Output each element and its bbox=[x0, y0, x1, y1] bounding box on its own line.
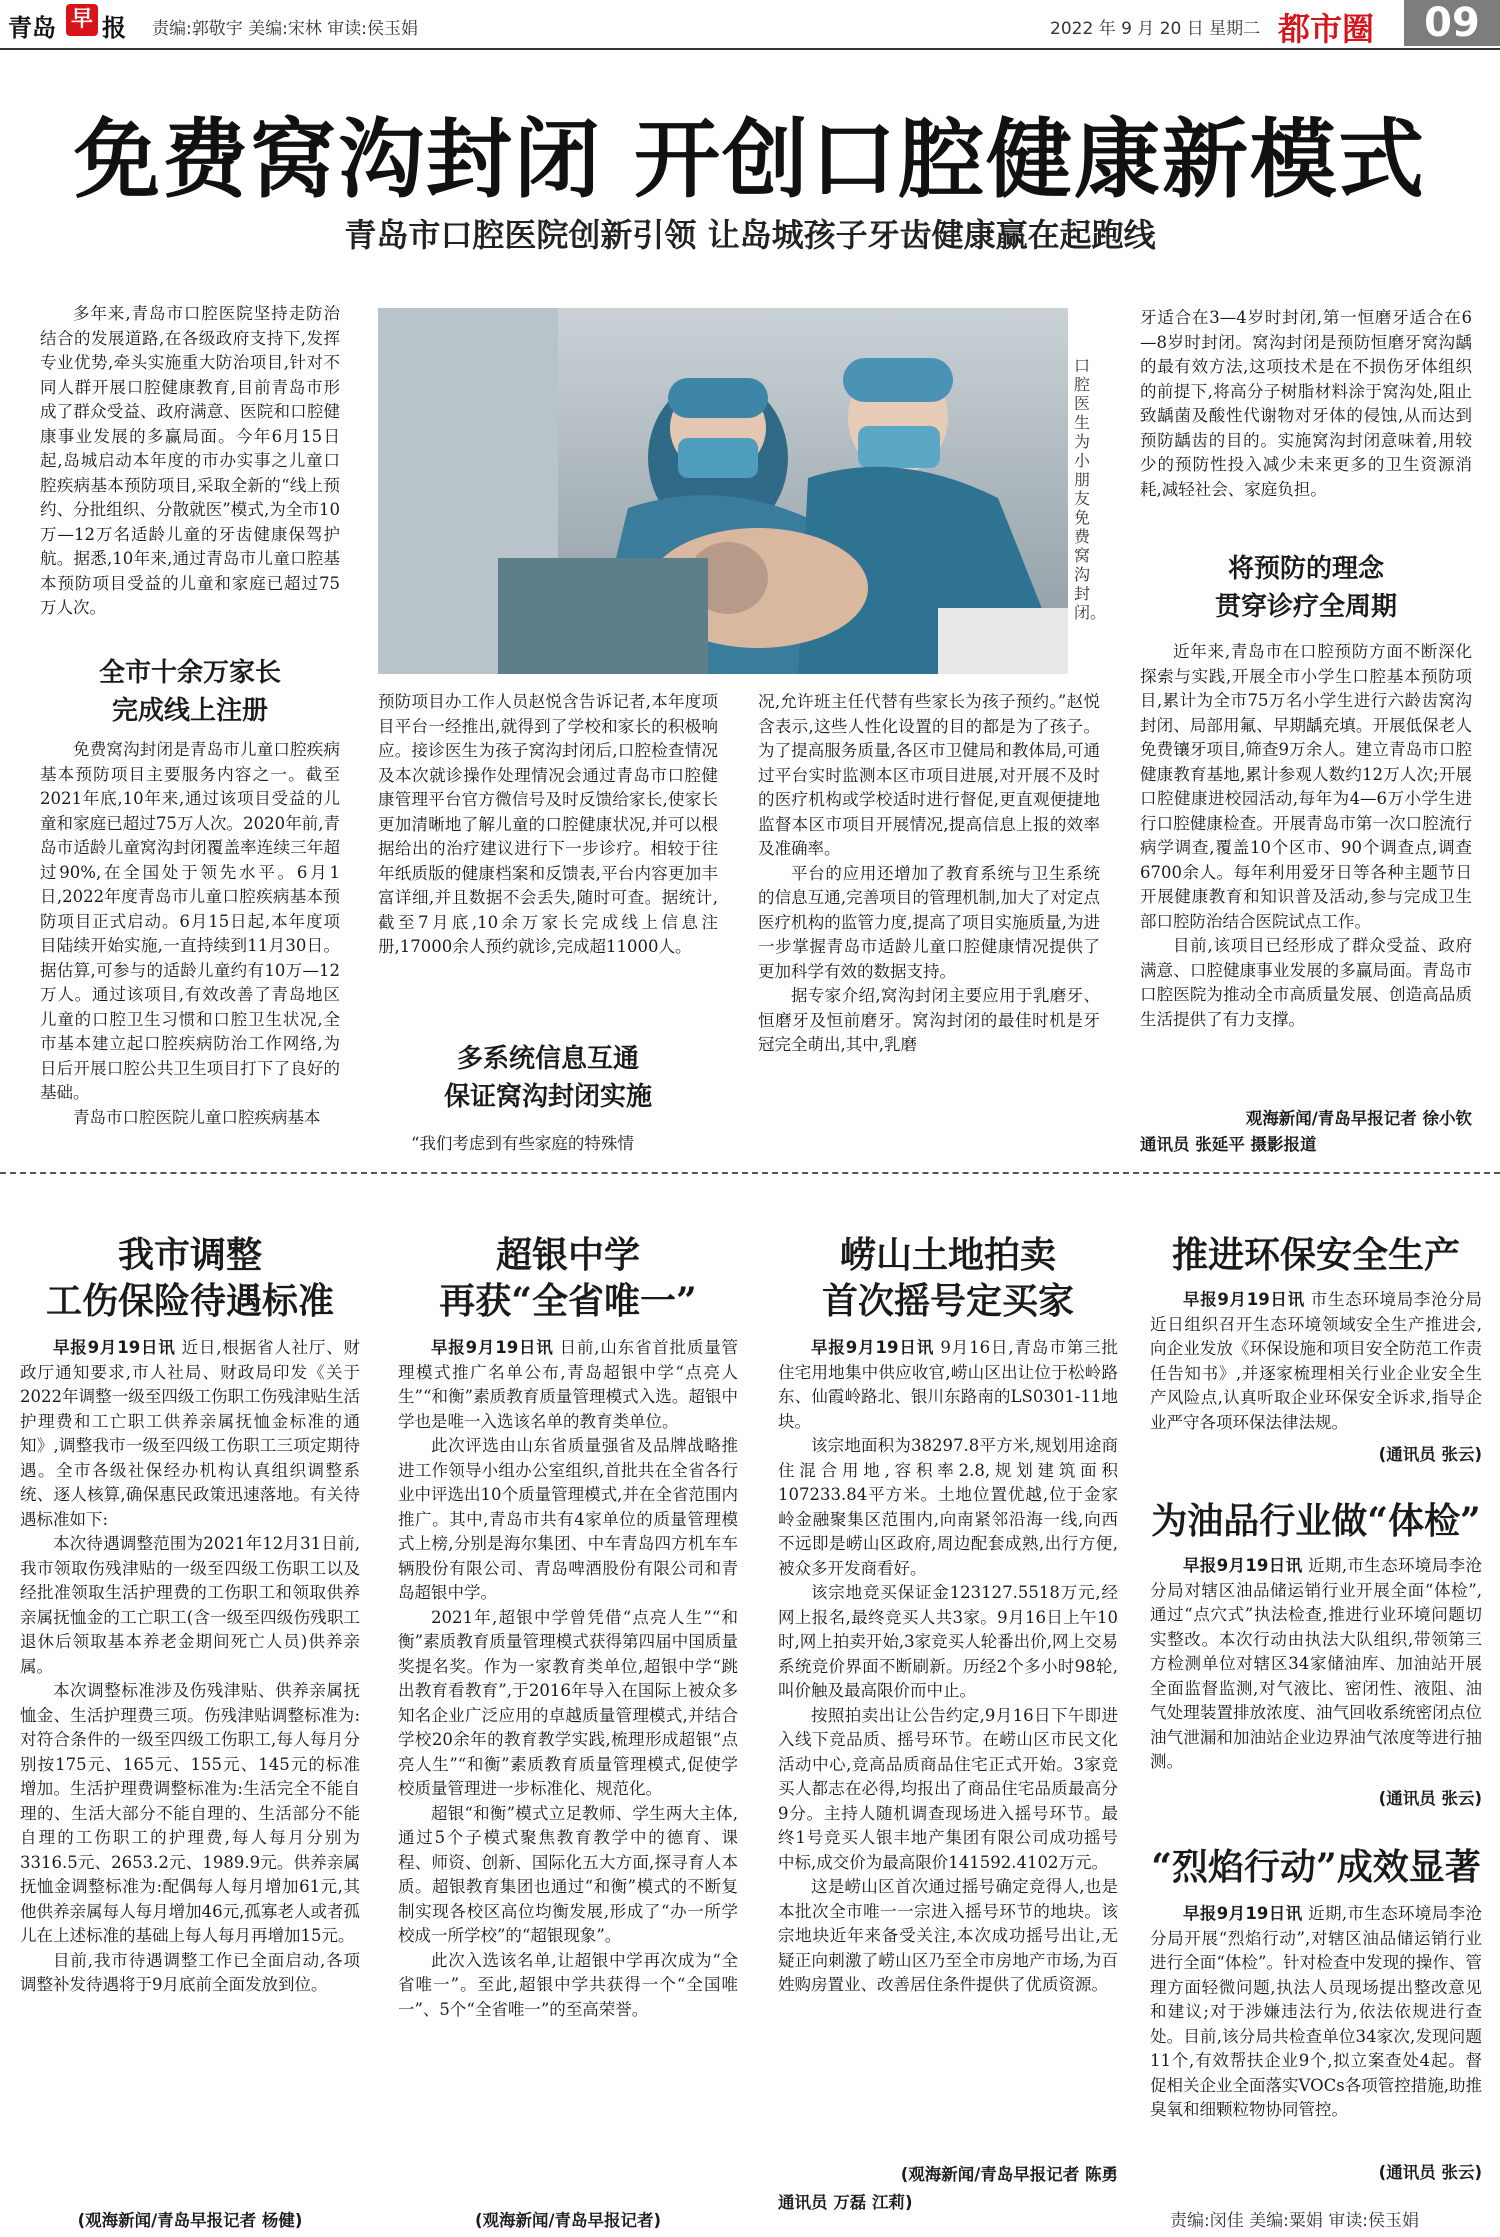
article-column-2-tail: “我们考虑到有些家庭的特殊情 bbox=[411, 1134, 634, 1153]
byline-laoshan-land: (观海新闻/青岛早报记者 陈勇 bbox=[900, 2165, 1118, 2184]
news-photo bbox=[378, 308, 1068, 674]
masthead-logo-part1: 青岛 bbox=[8, 14, 56, 42]
lead-paragraph: 多年来,青岛市口腔医院坚持走防治结合的发展道路,在各级政府支持下,发挥专业优势,牵头实施重大防治项目,针对不同人群开展口腔健康教育,目前青岛市形成了群众受益、政府满意、医院和口腔健康事业发展的多赢局面。今年6月15日起,岛城启动本年度的市办实事之儿童口腔疾病基本预防项目,采取全新的“线上预约、分批组织、分散就医”模式,为全市10万—12万名适龄儿童的牙齿健康保驾护航。据悉,10年来,通过青岛市儿童口腔基本预防项目受益的儿童和家庭已超过75万人次。 bbox=[40, 304, 340, 617]
article-body-flame-action: 早报9月19日讯 近期,市生态环境局李沧分局开展“烈焰行动”,对辖区油品储运销行业进行全面“体检”。针对检查中发现的操作、管理方面轻微问题,执法人员现场提出整改意见和建议;对于涉嫌违法行为,依法依规进行查处。目前,该分局共检查单位34家次,发现问题11个,有效帮扶企业9个,拟立案查处4起。督促相关企业全面落实VOCs各项管控措施,助推臭氧和细颗粒物协同管控。 bbox=[1150, 1904, 1482, 2119]
byline-chaoyin: (观海新闻/青岛早报记者) bbox=[474, 2211, 662, 2230]
page-footer-editors: 责编:闵佳 美编:粟娟 审读:侯玉娟 bbox=[1170, 2211, 1419, 2231]
main-headline: 免费窝沟封闭 开创口腔健康新模式 bbox=[74, 109, 1426, 210]
article-column-3: 况,允许班主任代替有些家长为孩子预约。”赵悦含表示,这些人性化设置的目的都是为了孩子。为了提高服务质量,各区市卫健局和教体局,可通过平台实时监测本区市项目进展,对开展不及时的医疗机构或学校适时进行督促,更直观便捷地监督本区市项目开展情况,提高信息上报的效率及准确率。 平台的应用还增加了教育系统与卫生系统的信息互通,完善项目的管理机制,加大了对定点医疗机构的监管力度,提高了项目实施质量,为进一步掌握青岛市适龄儿童口腔健康情况提供了更加科学有效的数据支持。 据专家介绍,窝沟封闭主要应用于乳磨牙、恒磨牙及恒前磨牙。窝沟封闭的最佳时机是牙冠完全萌出,其中,乳磨 bbox=[758, 692, 1100, 1054]
section-name: 都市圈 bbox=[1278, 10, 1375, 48]
article-title-laoshan-land: 崂山土地拍卖 首次摇号定买家 bbox=[821, 1234, 1074, 1322]
subhead-prevention: 将预防的理念 贯穿诊疗全周期 bbox=[1214, 554, 1397, 622]
article-body-oil-checkup: 早报9月19日讯 近期,市生态环境局李沧分局对辖区油品储运销行业开展全面“体检”,通过“点穴式”执法检查,推进行业环境问题切实整改。本次行动由执法大队组织,带领第三方检测单位对辖区34家储油库、加油站开展全面监督监测,对气液比、密闭性、液阻、油气处理装置排放浓度、油气回收系统密闭点位油气泄漏和加油站企业边界油气浓度等进行抽测。 bbox=[1150, 1556, 1482, 1771]
article-title-flame-action: “烈焰行动”成效显著 bbox=[1151, 1846, 1481, 1888]
main-byline-reporter: 观海新闻/青岛早报记者 徐小钦 bbox=[1245, 1109, 1472, 1128]
page-number: 09 bbox=[1404, 0, 1500, 46]
section-divider bbox=[0, 1172, 1500, 1174]
article-column-4-body: 近年来,青岛市在口腔预防方面不断深化探索与实践,开展全市小学生口腔基本预防项目,累计为全市75万名小学生进行六龄齿窝沟封闭、局部用氟、早期龋充填。开展低保老人免费镶牙项目,筛查9万余人。建立青岛市口腔健康教育基地,累计参观人数约12万人次;开展口腔健康进校园活动,每年为4—6万小学生进行口腔健康检查。开展青岛市第一次口腔流行病学调查,覆盖10个区市、90个调查点,调查6700余人。每年利用爱牙日等各种主题节日开展健康教育和知识普及活动,参与完成卫生部口腔防治结合医院试点工作。 目前,该项目已经形成了群众受益、政府满意、口腔健康事业发展的多赢局面。青岛市口腔医院为推动全市高质量发展、创造高品质生活提供了有力支撑。 bbox=[1140, 642, 1472, 1029]
article-title-env-safety: 推进环保安全生产 bbox=[1171, 1234, 1460, 1276]
article-body-env-safety: 早报9月19日讯 市生态环境局李沧分局近日组织召开生态环境领域安全生产推进会,向企业发放《环保设施和项目安全防范工作责任告知书》,并逐家梳理相关行业企业安全生产风险点,认真听取企业环保安全诉求,指导企业严守各项环保法律法规。 bbox=[1150, 1290, 1483, 1432]
dentist-photo-illustration bbox=[378, 308, 1068, 674]
byline-env-safety: (通讯员 张云) bbox=[1378, 1445, 1482, 1464]
article-column-4: 牙适合在3—4岁时封闭,第一恒磨牙适合在6—8岁时封闭。窝沟封闭是预防恒磨牙窝沟龋的最有效方法,这项技术是在不损伤牙体组织的前提下,将高分子树脂材料涂于窝沟处,阻止致龋菌及酸性代谢物对牙体的侵蚀,从而达到预防龋齿的目的。实施窝沟封闭意味着,用较少的预防性投入减少未来更多的卫生资源消耗,减轻社会、家庭负担。 bbox=[1140, 308, 1472, 499]
byline-flame-action: (通讯员 张云) bbox=[1378, 2163, 1482, 2182]
article-body-injury-insurance: 早报9月19日讯 近日,根据省人社厅、财政厅通知要求,市人社局、财政局印发《关于2022年调整一级至四级工伤职工伤残津贴生活护理费和工亡职工供养亲属抚恤金标准的通知》,调整我市一级至四级工伤职工三项定期待遇。全市各级社保经办机构认真组织调整系统、逐人核算,确保惠民政策迅速落地。有关待遇标准如下: 本次待遇调整范围为2021年12月31日前,我市领取伤残津贴的一级至四级工伤职工以及经批准领取生活护理费的工伤职工和领取供养亲属抚恤金的工亡职工(含一级至四级伤残职工退休后领取基本养老金期间死亡人员)供养亲属。 本次调整标准涉及伤残津贴、供养亲属抚恤金、生活护理费三项。伤残津贴调整标准为:对符合条件的一级至四级工伤职工,每人每月分别按175元、165元、155元、145元的标准增加。生活护理费调整标准为:生活完全不能自理的、生活大部分不能自理的、生活部分不能自理的工伤职工的护理费,每人每月分别为3316.5元、2653.2元、1989.9元。供养亲属抚恤金调整标准为:配偶每人每月增加61元,其他供养亲属每人每月增加46元,孤寡老人或者孤儿在上述标准的基础上每人每月再增加15元。 目前,我市待遇调整工作已全面启动,各项调整补发待遇将于9月底前全面发放到位。 bbox=[20, 1338, 360, 1994]
header-date: 2022 年 9 月 20 日 星期二 bbox=[1050, 19, 1261, 39]
article-title-injury-insurance: 我市调整 工伤保险待遇标准 bbox=[45, 1234, 334, 1322]
article-column-2: 预防项目办工作人员赵悦含告诉记者,本年度项目平台一经推出,就得到了学校和家长的积极响应。接诊医生为孩子窝沟封闭后,口腔检查情况及本次就诊操作处理情况会通过青岛市口腔健康管理平台官方微信号及时反馈给家长,使家长更加清晰地了解儿童的口腔健康状况,并可以根据给出的治疗建议进行下一步诊疗。相较于往年纸质版的健康档案和反馈表,平台内容更加丰富详细,并且数据不会丢失,随时可查。据统计,截至7月底,10余万家长完成线上信息注册,17000余人预约就诊,完成超11000人。 bbox=[378, 692, 718, 956]
subhead-registration: 全市十余万家长 完成线上注册 bbox=[98, 658, 281, 726]
main-byline-correspondent: 通讯员 张延平 摄影报道 bbox=[1140, 1135, 1317, 1154]
masthead-logo-part2: 报 bbox=[102, 14, 126, 42]
byline-laoshan-land-2: 通讯员 万磊 江莉) bbox=[778, 2193, 913, 2212]
byline-injury-insurance: (观海新闻/青岛早报记者 杨健) bbox=[77, 2211, 303, 2230]
photo-caption: 口腔医生为小朋友免费窝沟封闭。 bbox=[1074, 356, 1107, 622]
article-title-oil-checkup: 为油品行业做“体检” bbox=[1151, 1500, 1481, 1542]
article-column-1: 免费窝沟封闭是青岛市儿童口腔疾病基本预防项目主要服务内容之一。截至2021年底,10年来,通过该项目受益的儿童和家庭已超过75万人次。2020年前,青岛市适龄儿童窝沟封闭覆盖率连续三年超过90%,在全国处于领先水平。6月1日,2022年度青岛市儿童口腔疾病基本预防项目正式启动。6月15日起,本年度项目陆续开始实施,一直持续到11月30日。据估算,可参与的适龄儿童约有10万—12万人。通过该项目,有效改善了青岛地区儿童的口腔卫生习惯和口腔卫生状况,全市基本建立起口腔疾病防治工作网络,为日后开展口腔公共卫生项目打下了良好的基础。 青岛市口腔医院儿童口腔疾病基本 bbox=[40, 740, 340, 1127]
masthead-logo-badge: 早 bbox=[66, 4, 98, 36]
article-title-chaoyin: 超银中学 再获“全省唯一” bbox=[439, 1234, 697, 1322]
subhead-information: 多系统信息互通 保证窝沟封闭实施 bbox=[443, 1044, 652, 1112]
main-subheadline: 青岛市口腔医院创新引领 让岛城孩子牙齿健康赢在起跑线 bbox=[344, 216, 1156, 254]
article-body-laoshan-land: 早报9月19日讯 9月16日,青岛市第三批住宅用地集中供应收官,崂山区出让位于松岭路东、仙霞岭路北、银川东路南的LS0301-11地块。 该宗地面积为38297.8平方米,规划用途商住混合用地,容积率2.8,规划建筑面积107233.84平方米。土地位置优越,位于金家岭金融聚集区范围内,向南紧邻沿海一线,向西不远即是崂山区政府,周边配套成熟,出行方便,被众多开发商看好。 该宗地竞买保证金123127.5518万元,经网上报名,最终竞买人共3家。9月16日上午10时,网上拍卖开始,3家竞买人轮番出价,网上交易系统竞价界面不断刷新。历经2个多小时98轮,叫价触及最高限价而中止。 按照拍卖出让公告约定,9月16日下午即进入线下竞品质、摇号环节。在崂山区市民文化活动中心,竞高品质商品住宅正式开始。3家竞买人都志在必得,均报出了商品住宅品质最高分9分。主持人随机调查现场进入摇号环节。最终1号竞买人银丰地产集团有限公司成功摇号中标,成交价为最高限价141592.4102万元。 这是崂山区首次通过摇号确定竞得人,也是本批次全市唯一一宗进入摇号环节的地块。该宗地块近年来备受关注,本次成功摇号出让,无疑正向刺激了崂山区乃至全市房地产市场,为百姓购房置业、改善居住条件提供了优质资源。 bbox=[778, 1338, 1118, 1994]
article-body-chaoyin: 早报9月19日讯 日前,山东省首批质量管理模式推广名单公布,青岛超银中学“点亮人生”“和衡”素质教育质量管理模式入选。超银中学也是唯一入选该名单的教育类单位。 此次评选由山东省质量强省及品牌战略推进工作领导小组办公室组织,首批共在全省各行业中评选出10个质量管理模式,并在全省范围内推广。其中,青岛市共有4家单位的质量管理模式上榜,分别是海尔集团、中车青岛四方机车车辆股份有限公司、青岛啤酒股份有限公司和青岛超银中学。 2021年,超银中学曾凭借“点亮人生”“和衡”素质教育质量管理模式获得第四届中国质量奖提名奖。作为一家教育类单位,超银中学“跳出教育看教育”,于2016年导入在国际上被众多知名企业广泛应用的卓越质量管理模式,并结合学校20余年的教育教学实践,梳理形成超银“点亮人生”“和衡”素质教育质量管理模式,促使学校质量管理进一步标准化、规范化。 超银“和衡”模式立足教师、学生两大主体,通过5个子模式聚焦教育教学中的德育、课程、师资、创新、国际化五大方面,探寻育人本质。超银教育集团也通过“和衡”模式的不断复制实现各校区高位均衡发展,形成了“办一所学校成一所学校”的“超银现象”。 此次入选该名单,让超银中学再次成为“全省唯一”。至此,超银中学共获得一个“全国唯一”、5个“全省唯一”的至高荣誉。 bbox=[398, 1338, 738, 2019]
header-editors: 责编:郭敬宇 美编:宋林 审读:侯玉娟 bbox=[152, 19, 418, 39]
byline-oil-checkup: (通讯员 张云) bbox=[1378, 1789, 1482, 1808]
